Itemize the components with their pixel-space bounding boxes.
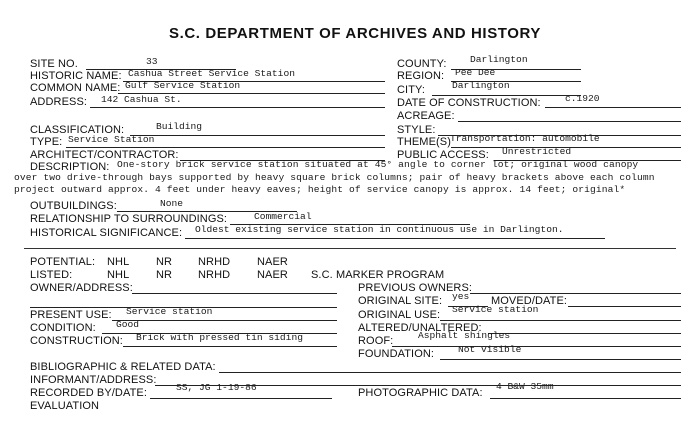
- historic-name-value: Cashua Street Service Station: [128, 68, 295, 79]
- potential-label: POTENTIAL:: [30, 256, 96, 268]
- potential-naer: NAER: [257, 256, 288, 268]
- potential-nr: NR: [156, 256, 173, 268]
- acreage-line: [458, 121, 681, 122]
- style-label: STYLE:: [397, 124, 436, 136]
- photographic-value: 4 B&W 35mm: [496, 381, 554, 392]
- construction-label: CONSTRUCTION:: [30, 335, 123, 347]
- architect-label: ARCHITECT/CONTRACTOR:: [30, 149, 179, 161]
- themes-label: THEME(S): [397, 136, 451, 148]
- roof-line: [392, 346, 681, 347]
- date-of-construction-line: [545, 107, 681, 108]
- description-line-3: project outward approx. 4 feet under heavy eaves; height of service canopy is approx. 14 feet; original*: [14, 184, 626, 195]
- outbuildings-label: OUTBUILDINGS:: [30, 200, 117, 212]
- site-no-label: SITE NO.: [30, 58, 78, 70]
- moved-date-line: [568, 306, 681, 307]
- roof-label: ROOF:: [358, 335, 394, 347]
- evaluation-label: EVALUATION: [30, 400, 100, 412]
- address-label: ADDRESS:: [30, 96, 88, 108]
- foundation-value: Not visible: [458, 344, 522, 355]
- original-site-value: yes: [452, 291, 470, 302]
- original-use-value: Service station: [452, 304, 539, 315]
- region-label: REGION:: [397, 70, 445, 82]
- photographic-label: PHOTOGRAPHIC DATA:: [358, 387, 483, 399]
- site-no-value: 33: [146, 56, 158, 67]
- type-line: [66, 147, 385, 148]
- informant-label: INFORMANT/ADDRESS:: [30, 374, 157, 386]
- county-value: Darlington: [470, 54, 528, 65]
- construction-line: [123, 346, 337, 347]
- description-line-2: over two drive-through bays supported by heavy square brick columns; pair of heavy brackets above each column: [14, 172, 655, 183]
- recorded-by-value: SS, JG 1-19-86: [176, 382, 257, 393]
- listed-nrhd: NRHD: [198, 269, 231, 281]
- public-access-label: PUBLIC ACCESS:: [397, 149, 489, 161]
- owner-address-line: [132, 293, 337, 294]
- construction-value: Brick with pressed tin siding: [136, 332, 303, 343]
- relationship-value: Commercial: [254, 211, 312, 222]
- original-site-label: ORIGINAL SITE:: [358, 295, 443, 307]
- classification-label: CLASSIFICATION:: [30, 124, 125, 136]
- moved-date-label: MOVED/DATE:: [491, 295, 568, 307]
- classification-value: Building: [156, 121, 203, 132]
- listed-nhl: NHL: [107, 269, 130, 281]
- type-label: TYPE:: [30, 136, 63, 148]
- description-line-1: One-story brick service station situated at 45° angle to corner lot; original wood canopy: [117, 159, 639, 170]
- historic-name-label: HISTORIC NAME:: [30, 70, 122, 82]
- previous-owners-label: PREVIOUS OWNERS:: [358, 282, 473, 294]
- themes-value: Transportation: automobile: [450, 133, 600, 144]
- condition-value: Good: [116, 319, 140, 330]
- present-use-line: [112, 320, 337, 321]
- historical-significance-label: HISTORICAL SIGNIFICANCE:: [30, 227, 183, 239]
- bibliographic-label: BIBLIOGRAPHIC & RELATED DATA:: [30, 361, 216, 373]
- historical-significance-line: [185, 238, 605, 239]
- present-use-label: PRESENT USE:: [30, 309, 112, 321]
- classification-line: [130, 135, 385, 136]
- original-use-line: [440, 320, 681, 321]
- page-title: S.C. DEPARTMENT OF ARCHIVES AND HISTORY: [169, 25, 542, 42]
- foundation-label: FOUNDATION:: [358, 348, 435, 360]
- common-name-label: COMMON NAME:: [30, 82, 121, 94]
- recorded-by-label: RECORDED BY/DATE:: [30, 387, 148, 399]
- potential-nrhd: NRHD: [198, 256, 231, 268]
- description-label: DESCRIPTION:: [30, 161, 110, 173]
- foundation-line: [440, 359, 681, 360]
- address-line: [90, 107, 385, 108]
- city-value: Darlington: [452, 80, 510, 91]
- listed-nr: NR: [156, 269, 173, 281]
- type-value: Service Station: [68, 134, 155, 145]
- previous-owners-line: [470, 293, 681, 294]
- historical-significance-value: Oldest existing service station in continuous use in Darlington.: [195, 224, 564, 235]
- relationship-label: RELATIONSHIP TO SURROUNDINGS:: [30, 213, 228, 225]
- altered-unaltered-label: ALTERED/UNALTERED:: [358, 322, 482, 334]
- listed-label: LISTED:: [30, 269, 73, 281]
- roof-value: Asphalt shingles: [418, 330, 511, 341]
- recorded-by-line: [150, 398, 332, 399]
- section-divider: [24, 248, 676, 249]
- marker-program-label: S.C. MARKER PROGRAM: [311, 269, 445, 281]
- potential-nhl: NHL: [107, 256, 130, 268]
- county-label: COUNTY:: [397, 58, 447, 70]
- bibliographic-line: [219, 372, 681, 373]
- city-line: [432, 95, 581, 96]
- outbuildings-value: None: [160, 198, 184, 209]
- present-use-value: Service station: [126, 306, 213, 317]
- region-value: Pee Dee: [455, 67, 496, 78]
- common-name-value: Gulf Service Station: [125, 80, 241, 91]
- listed-naer: NAER: [257, 269, 288, 281]
- acreage-label: ACREAGE:: [397, 110, 455, 122]
- condition-label: CONDITION:: [30, 322, 96, 334]
- address-value: 142 Cashua St.: [101, 94, 182, 105]
- original-use-label: ORIGINAL USE:: [358, 309, 441, 321]
- altered-unaltered-line: [488, 333, 681, 334]
- public-access-value: Unrestricted: [502, 146, 572, 157]
- city-label: CITY:: [397, 84, 426, 96]
- photographic-line: [490, 398, 681, 399]
- owner-address-label: OWNER/ADDRESS:: [30, 282, 133, 294]
- date-of-construction-value: c.1920: [565, 93, 600, 104]
- date-of-construction-label: DATE OF CONSTRUCTION:: [397, 97, 541, 109]
